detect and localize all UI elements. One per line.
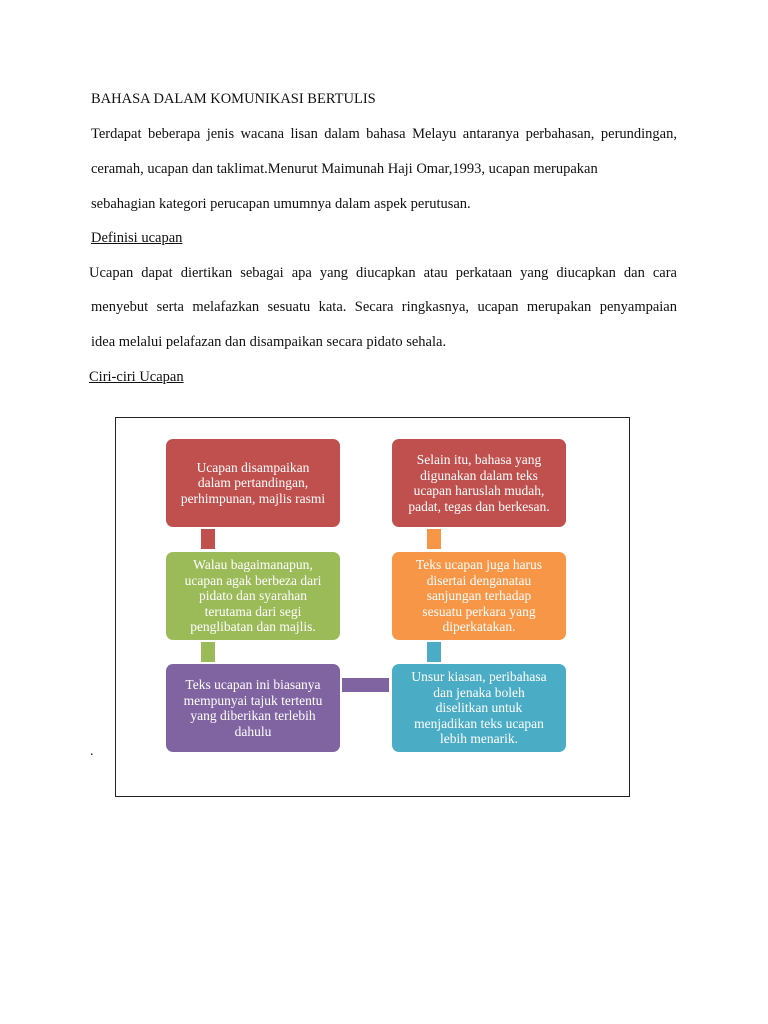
connector-left-top (201, 529, 215, 549)
diagram-box-right-2 (392, 552, 566, 640)
diagram-box-text: Teks ucapan ini biasanya mempunyai tajuk tertentu yang diberikan terlebih dahulu (183, 677, 323, 739)
diagram-frame (115, 417, 630, 797)
document-heading: BAHASA DALAM KOMUNIKASI BERTULIS (91, 91, 376, 107)
connector-right-top (427, 529, 441, 549)
diagram-box-left-1 (166, 439, 340, 527)
connector-right-bottom (427, 642, 441, 662)
diagram-box-text: Teks ucapan juga harus disertai denganatau sanjungan terhadap sesuatu perkara yang diperkatakan. (415, 557, 543, 635)
features-heading: Ciri-ciri Ucapan (89, 369, 184, 385)
diagram-box-text: Selain itu, bahasa yang digunakan dalam teks ucapan haruslah mudah, padat, tegas dan berkesan. (408, 452, 550, 514)
definition-line-2: menyebut serta melafazkan sesuatu kata. Secara ringkasnya, ucapan merupakan penyampaian (91, 299, 677, 315)
diagram-box-right-1 (392, 439, 566, 527)
diagram-box-text: Unsur kiasan, peribahasa dan jenaka boleh diselitkan untuk menjadikan teks ucapan lebih menarik. (411, 669, 547, 747)
intro-line-3: sebahagian kategori perucapan umumnya dalam aspek perutusan. (91, 196, 471, 212)
diagram-box-left-2 (166, 552, 340, 640)
connector-horizontal (342, 678, 389, 692)
trailing-mark: . (90, 744, 94, 759)
definition-line-3: idea melalui pelafazan dan disampaikan secara pidato sehala. (91, 334, 447, 350)
diagram-box-text: Walau bagaimanapun, ucapan agak berbeza dari pidato dan syarahan terutama dari segi penglibatan dan majlis. (184, 557, 322, 635)
diagram-box-left-3 (166, 664, 340, 752)
diagram-box-text: Ucapan disampaikan dalam pertandingan, perhimpunan, majlis rasmi (180, 459, 326, 506)
intro-line-1: Terdapat beberapa jenis wacana lisan dalam bahasa Melayu antaranya perbahasan, perundingan, (91, 126, 677, 142)
definition-heading: Definisi ucapan (91, 230, 183, 246)
intro-line-2: ceramah, ucapan dan taklimat.Menurut Maimunah Haji Omar,1993, ucapan merupakan (91, 161, 598, 177)
diagram-box-right-3 (392, 664, 566, 752)
connector-left-bottom (201, 642, 215, 662)
definition-line-1: Ucapan dapat diertikan sebagai apa yang diucapkan atau perkataan yang diucapkan dan cara (89, 265, 677, 281)
